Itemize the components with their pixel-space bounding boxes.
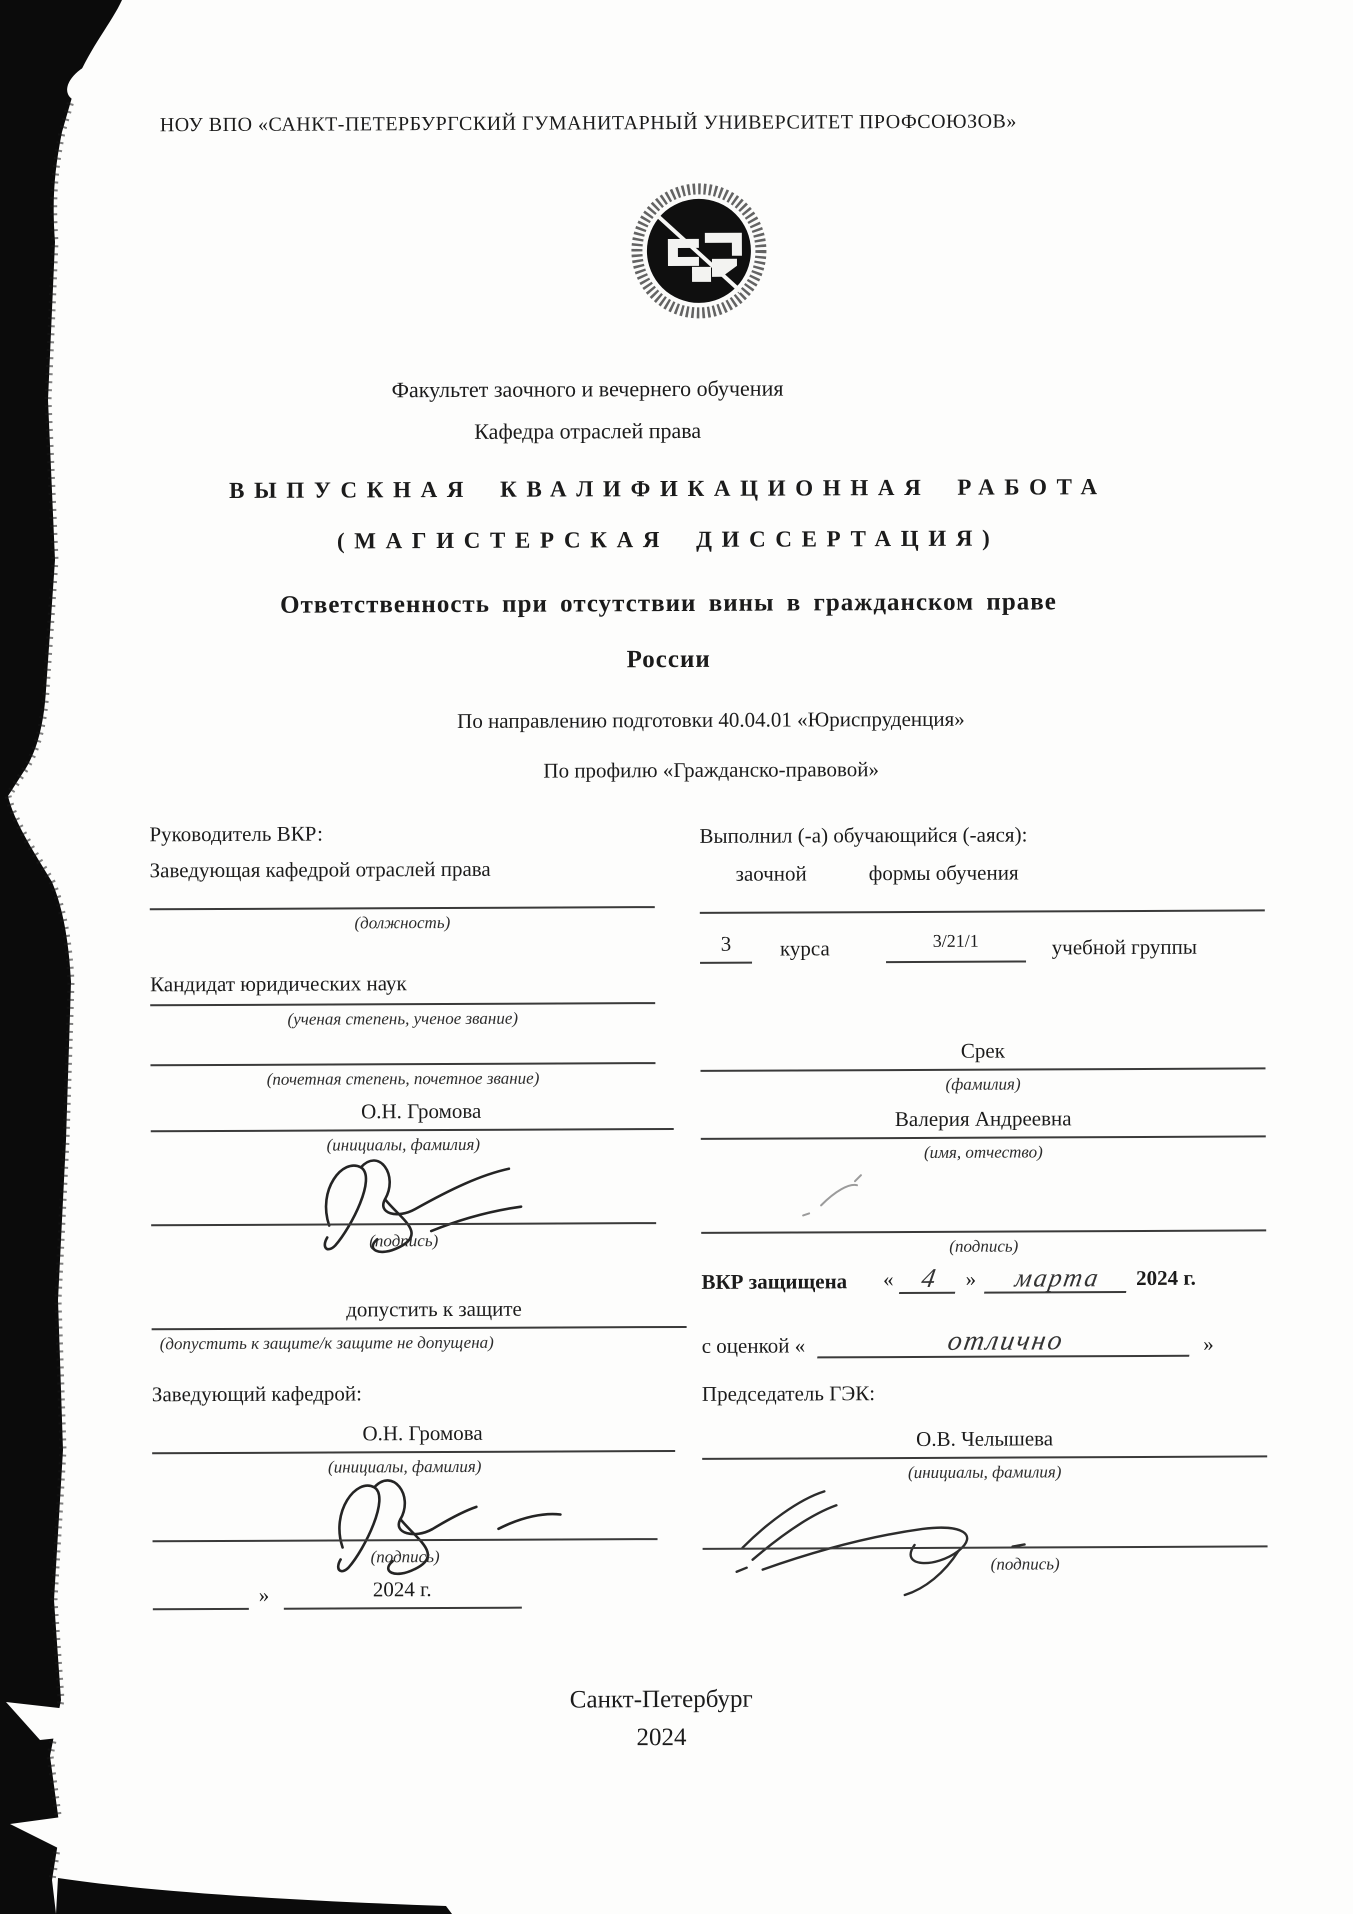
supervisor-column — [149, 820, 658, 1652]
thesis-title-line2: России — [626, 645, 711, 674]
study-form-value: заочной — [735, 861, 807, 886]
defended-row — [701, 1263, 1266, 1294]
department-head-initials-label: (инициалы, фамилия) — [327, 1456, 482, 1477]
department-head-name-field: О.Н. Громова — [152, 1420, 675, 1454]
student-signature-line — [701, 1203, 1266, 1233]
grade-row — [702, 1325, 1267, 1358]
admit-decision-field: допустить к защите — [151, 1296, 686, 1330]
chair-signature-label: (подпись) — [990, 1554, 1060, 1574]
honorary-field-label: (почетная степень, почетное звание) — [266, 1068, 540, 1089]
date-close-quote: » — [258, 1582, 270, 1607]
defended-open-quote: « — [883, 1267, 894, 1292]
group-value: 3/21/1 — [886, 930, 1026, 963]
student-firstname-field: Валерия Андреевна — [701, 1105, 1266, 1139]
course-group-row — [700, 929, 1265, 963]
supervisor-position: Заведующая кафедрой отраслей права — [149, 856, 491, 883]
course-value: 3 — [700, 932, 752, 964]
defended-close-quote: » — [965, 1266, 977, 1291]
course-suffix: курса — [779, 936, 830, 961]
faculty-name: Факультет заочного и вечернего обучения — [391, 375, 784, 403]
supervisor-initials-label: (инициалы, фамилия) — [326, 1134, 481, 1155]
grade-prefix: с оценкой « — [701, 1333, 806, 1358]
defended-day-handwritten: 4 — [899, 1265, 960, 1294]
degree-field-label: (ученая степень, ученое звание) — [287, 1008, 519, 1029]
department-head-signature-label: (подпись) — [370, 1547, 440, 1567]
university-name: НОУ ВПО «САНКТ-ПЕТЕРБУРГСКИЙ ГУМАНИТАРНЫЙ УНИВЕРСИТЕТ ПРОФСОЮЗОВ» — [159, 110, 1017, 137]
chair-initials-label: (инициалы, фамилия) — [907, 1462, 1062, 1482]
date-year-field: 2024 г. — [283, 1577, 521, 1610]
student-column — [699, 817, 1268, 1649]
student-heading: Выполнил (-а) обучающийся (-аяся): — [699, 822, 1028, 848]
department-name: Кафедра отраслей права — [474, 417, 702, 444]
chair-name-field: О.В. Челышева — [702, 1425, 1267, 1459]
supervisor-signature-line — [151, 1194, 656, 1226]
city-line: Санкт-Петербург — [569, 1685, 753, 1714]
direction-line: По направлению подготовки 40.04.01 «Юриспруденция» — [457, 706, 965, 733]
honorary-field-line — [150, 1034, 655, 1066]
supervisor-name-field: О.Н. Громова — [151, 1098, 674, 1132]
grade-handwritten: отлично — [817, 1327, 1194, 1359]
study-form-suffix: формы обучения — [868, 860, 1019, 886]
defended-year: 2024 г. — [1136, 1265, 1196, 1290]
supervisor-signature-label: (подпись) — [369, 1231, 439, 1251]
admit-field-label: (допустить к защите/к защите не допущена) — [159, 1332, 494, 1354]
student-firstname-label: (имя, отчество) — [923, 1142, 1043, 1162]
supervisor-heading: Руководитель ВКР: — [149, 821, 324, 847]
department-head-date-row — [153, 1576, 658, 1610]
defended-month-handwritten: марта — [984, 1265, 1131, 1294]
chair-heading: Председатель ГЭК: — [701, 1381, 876, 1406]
student-signature-label: (подпись) — [949, 1236, 1019, 1256]
thesis-title-line1: Ответственность при отсутствии вины в гражданском праве — [280, 588, 1057, 619]
university-seal — [630, 182, 769, 321]
defended-prefix: ВКР защищена — [701, 1269, 848, 1294]
grade-close-quote: » — [1203, 1331, 1214, 1356]
study-form-line — [700, 881, 1265, 913]
student-surname-label: (фамилия) — [945, 1074, 1021, 1094]
work-type-title: ВЫПУСКНАЯ КВАЛИФИКАЦИОННАЯ РАБОТА — [229, 474, 1107, 503]
group-suffix: учебной группы — [1051, 934, 1198, 960]
position-field-label: (должность) — [354, 912, 451, 933]
university-seal-icon — [630, 182, 769, 321]
chair-signature-line — [702, 1519, 1267, 1549]
work-subtype-title: (МАГИСТЕРСКАЯ ДИССЕРТАЦИЯ) — [336, 525, 1000, 554]
student-surname-field: Срек — [700, 1037, 1265, 1071]
position-field-line — [150, 878, 655, 910]
department-head-heading: Заведующий кафедрой: — [151, 1381, 363, 1407]
degree-field: Кандидат юридических наук — [150, 970, 655, 1006]
date-day-line — [153, 1578, 249, 1610]
profile-line: По профилю «Гражданско-правовой» — [543, 757, 880, 783]
year-line: 2024 — [636, 1723, 687, 1752]
department-head-signature-line — [152, 1512, 657, 1542]
